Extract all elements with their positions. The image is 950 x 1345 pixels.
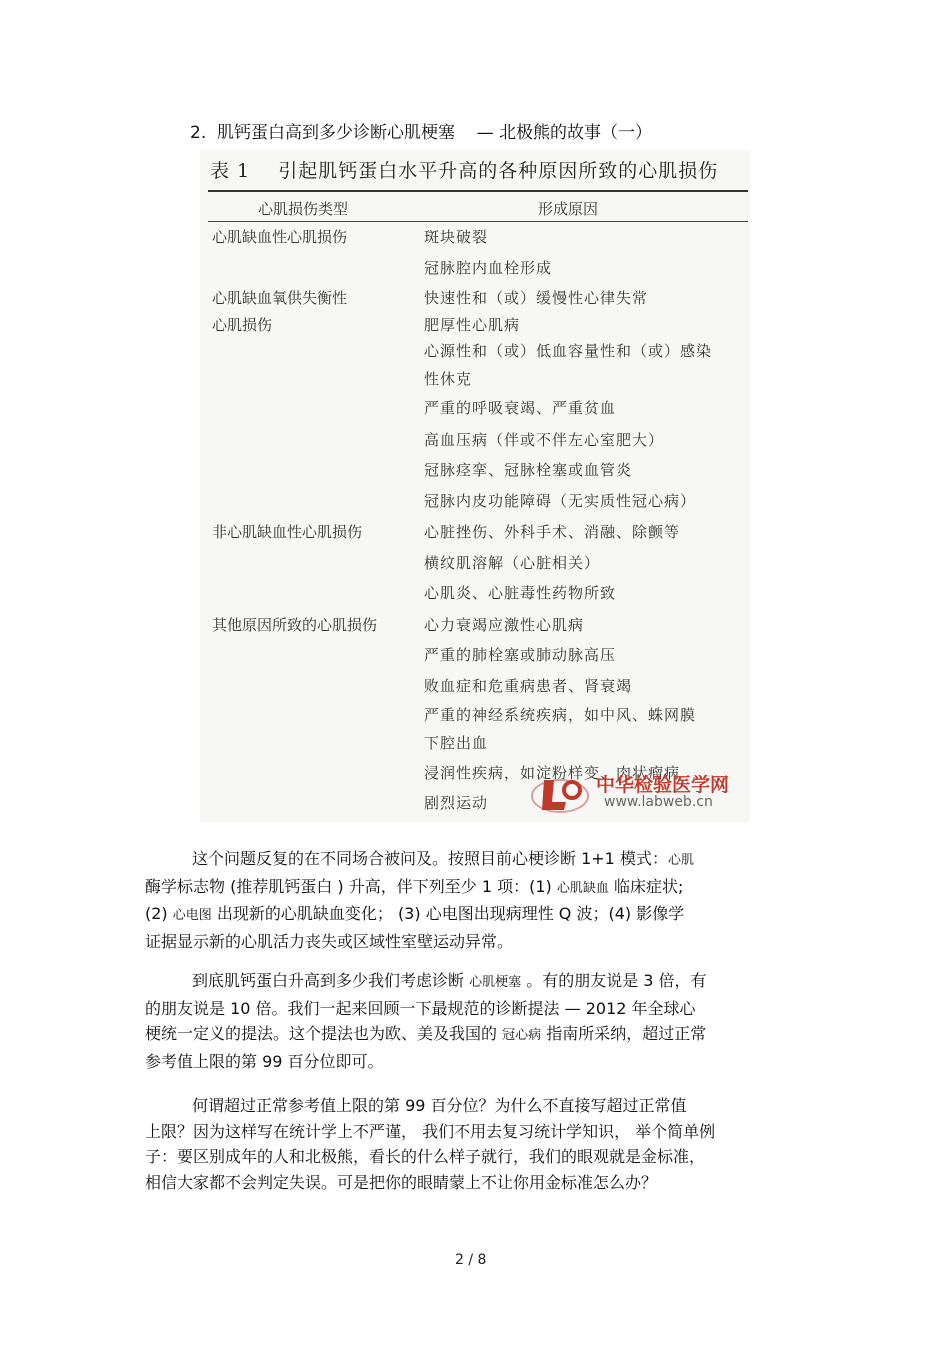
- p1-text: (2): [145, 904, 173, 923]
- p3-text: 何谓超过正常参考值上限的第 99 百分位？为什么不直接写超过正常值: [192, 1096, 687, 1115]
- labweb-logo-icon: [530, 772, 590, 816]
- cause-cell: 浸润性疾病，如淀粉样变、肉状瘤病: [424, 764, 681, 782]
- injury-type-cell: 心肌损伤: [212, 316, 273, 334]
- table-row: [200, 728, 750, 758]
- p2-small: 冠心病: [502, 1028, 542, 1043]
- cause-cell: 严重的肺栓塞或肺动脉高压: [424, 646, 617, 664]
- paragraph-2: [145, 968, 807, 1074]
- cause-cell: 下腔出血: [424, 734, 489, 752]
- p2-text: 梗统一定义的提法。这个提法也为欧、美及我国的: [145, 1024, 503, 1043]
- injury-type-cell: 非心肌缺血性心肌损伤: [212, 523, 363, 541]
- table-row: [200, 364, 750, 394]
- p3-text: 相信大家都不会判定失误。可是把你的眼睛蒙上不让你用金标准怎么办？: [145, 1172, 658, 1192]
- p2-text: 参考值上限的第 99 百分位即可。: [145, 1051, 384, 1071]
- cause-cell: 冠脉内皮功能障碍（无实质性冠心病）: [424, 492, 697, 510]
- p3-text: 子：要区别成年的人和北极熊，看长的什么样子就行，我们的眼观就是金标准，: [145, 1147, 706, 1166]
- table-row: [200, 640, 750, 670]
- cause-cell: 严重的神经系统疾病，如中风、蛛网膜: [424, 706, 697, 724]
- p2-small: 心肌梗塞: [469, 975, 522, 990]
- cause-cell: 败血症和危重病患者、肾衰竭: [424, 677, 633, 695]
- table-title: 表 1 引起肌钙蛋白水平升高的各种原因所致的心肌损伤: [210, 160, 719, 182]
- p1-text: 这个问题反复的在不同场合被问及。按照目前心梗诊断 1+1 模式：: [192, 849, 668, 868]
- table-top-rule: [208, 190, 748, 192]
- cause-cell: 冠脉腔内血栓形成: [424, 259, 553, 277]
- p2-text: 到底肌钙蛋白升高到多少我们考虑诊断: [192, 971, 470, 990]
- cause-cell: 心脏挫伤、外科手术、消融、除颤等: [424, 523, 681, 541]
- table-row: [200, 517, 750, 547]
- table-row: [200, 222, 750, 252]
- p3-text: 上限？因为这样写在统计学上不严谨， 我们不用去复习统计学知识， 举个简单例: [145, 1121, 716, 1141]
- p1-text: 酶学标志物 (推荐肌钙蛋白 ) 升高，伴下列至少 1 项：(1): [145, 876, 557, 896]
- table-row: [200, 578, 750, 608]
- p2-text: 。有的朋友说是 3 倍，有: [521, 971, 707, 990]
- watermark-url: www.labweb.cn: [604, 794, 713, 810]
- cause-cell: 冠脉痉挛、冠脉栓塞或血管炎: [424, 461, 633, 479]
- cause-cell: 心力衰竭应激性心肌病: [424, 616, 585, 634]
- cause-cell: 横纹肌溶解（心脏相关）: [424, 554, 601, 572]
- cause-cell: 剧烈运动: [424, 794, 489, 812]
- watermark-name: 中华检验医学网: [596, 774, 730, 796]
- cause-cell: 快速性和（或）缓慢性心律失常: [424, 289, 649, 307]
- cause-cell: 斑块破裂: [424, 228, 489, 246]
- cause-cell: 心肌炎、心脏毒性药物所致: [424, 584, 617, 602]
- cause-cell: 高血压病（伴或不伴左心室肥大）: [424, 431, 665, 449]
- table-row: [200, 283, 750, 313]
- table-row: [200, 671, 750, 701]
- column-header-cause: 形成原因: [538, 200, 599, 218]
- p1-small: 心电图: [172, 908, 212, 923]
- injury-type-cell: 其他原因所致的心肌损伤: [212, 616, 378, 634]
- injury-type-cell: 心肌缺血性心肌损伤: [212, 228, 348, 246]
- table-row: [200, 610, 750, 640]
- table-row: [200, 393, 750, 423]
- cause-cell: 严重的呼吸衰竭、严重贫血: [424, 399, 617, 417]
- paragraph-3: [145, 1093, 807, 1195]
- table-row: [200, 425, 750, 455]
- table-row: [200, 336, 750, 366]
- p2-text: 指南所采纳，超过正常: [541, 1024, 707, 1043]
- table-row: [200, 486, 750, 516]
- watermark: [530, 770, 750, 818]
- section-heading: 2. 肌钙蛋白高到多少诊断心肌梗塞 — 北极熊的故事（一）: [190, 123, 653, 143]
- table-row: [200, 253, 750, 283]
- p1-small: 心肌缺血: [556, 880, 609, 896]
- p1-text: 出现新的心肌缺血变化； (3) 心电图出现病理性 Q 波；(4) 影像学: [211, 904, 685, 923]
- paragraph-1: [145, 846, 807, 954]
- table-row: [200, 455, 750, 485]
- p2-text: 的朋友说是 10 倍。我们一起来回顾一下最规范的诊断提法 — 2012 年全球心: [145, 998, 696, 1018]
- p1-small: 心肌: [667, 853, 694, 868]
- column-header-type: 心肌损伤类型: [258, 200, 349, 218]
- causes-table: [200, 150, 750, 822]
- p1-text: 临床症状;: [608, 876, 684, 896]
- p1-text: 证据显示新的心肌活力丧失或区域性室壁运动异常。: [145, 931, 514, 951]
- table-row: [200, 700, 750, 730]
- injury-type-cell: 心肌缺血氧供失衡性: [212, 289, 348, 307]
- cause-cell: 性休克: [424, 370, 473, 388]
- cause-cell: 心源性和（或）低血容量性和（或）感染: [424, 342, 713, 360]
- cause-cell: 肥厚性心肌病: [424, 316, 521, 334]
- table-row: [200, 548, 750, 578]
- page-number: 2 / 8: [455, 1252, 487, 1268]
